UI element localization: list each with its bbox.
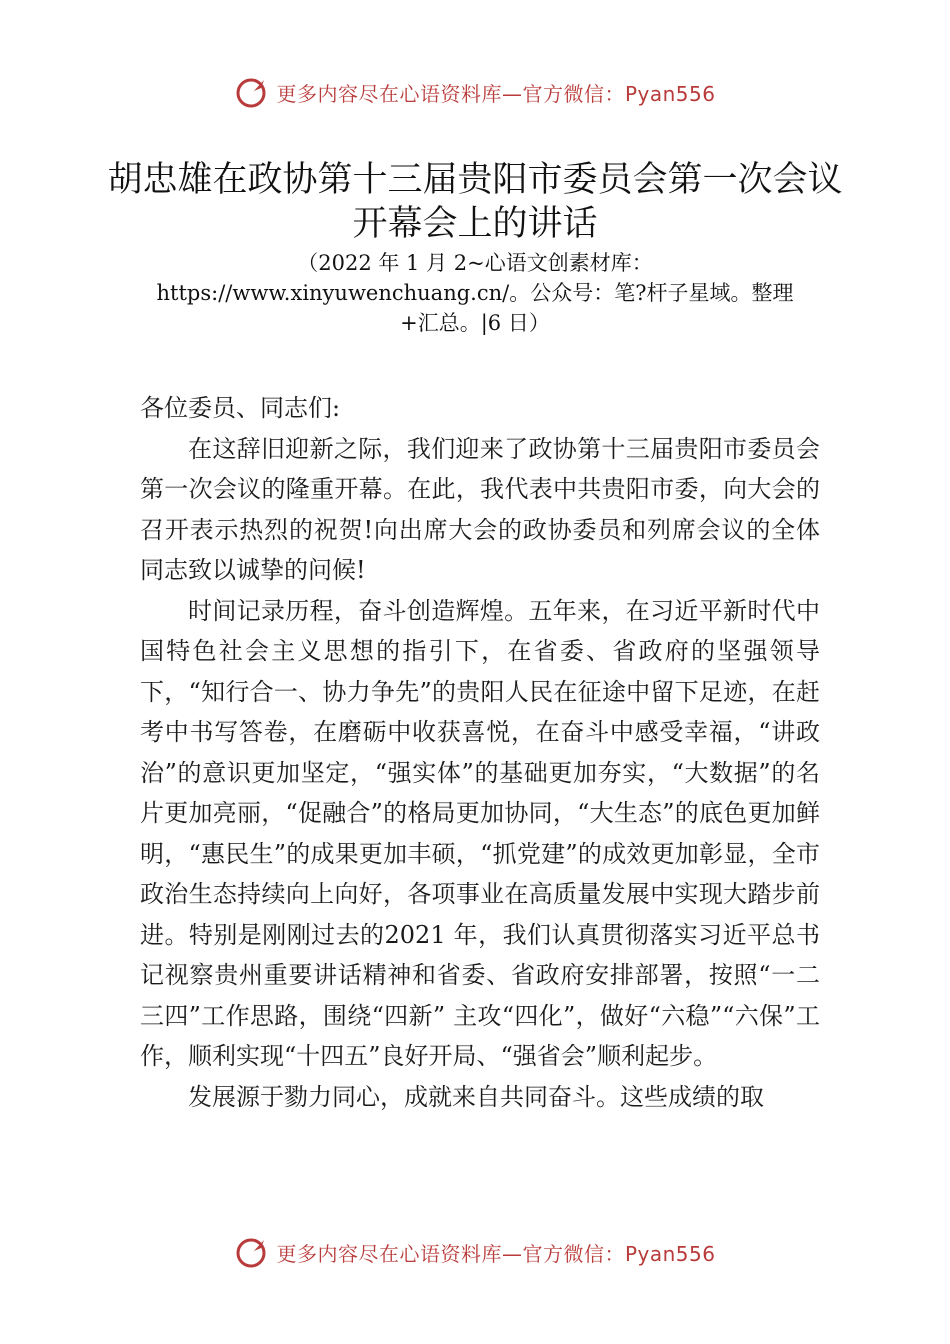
quill-circle-logo-icon bbox=[234, 74, 270, 110]
document-body bbox=[140, 388, 820, 1117]
paragraph-1: 在这辞旧迎新之际，我们迎来了政协第十三届贵阳市委员会第一次会议的隆重开幕。在此，我代表中共贵阳市委，向大会的召开表示热烈的祝贺!向出席大会的政协委员和列席会议的全体同志致以诚挚的问候! bbox=[140, 434, 820, 584]
footer-banner bbox=[0, 1230, 950, 1274]
document-subtitle: （2022 年 1 月 2~心语文创素材库：https://www.xinyuwenchuang.cn/。公众号：笔?杆子星域。整理+汇总。|6 日） bbox=[156, 251, 794, 335]
document-title: 胡忠雄在政协第十三届贵阳市委员会第一次会议开幕会上的讲话 bbox=[107, 160, 843, 244]
paragraph-2: 时间记录历程，奋斗创造辉煌。五年来，在习近平新时代中国特色社会主义思想的指引下，在省委、省政府的坚强领导下，“知行合一、协力争先”的贵阳人民在征途中留下足迹，在赶考中书写答卷，在磨砺中收获喜悦，在奋斗中感受幸福，“讲政治”的意识更加坚定，“强实体”的基础更加夯实，“大数据”的名片更加亮丽，“促融合”的格局更加协同，“大生态”的底色更加鲜明，“惠民生”的成果更加丰硕，“抓党建”的成效更加彰显，全市政治生态持续向上向好，各项事业在高质量发展中实现大踏步前进。特别是刚刚过去的2021 年，我们认真贯彻落实习近平总书记视察贵州重要讲话精神和省委、省政府安排部署，按照“一二三四”工作思路，围绕“四新” 主攻“四化”，做好“六稳”“六保”工作，顺利实现“十四五”良好开局、“强省会”顺利起步。 bbox=[140, 596, 820, 1070]
salutation: 各位委员、同志们: bbox=[140, 394, 341, 422]
paragraph-3: 发展源于勠力同心，成就来自共同奋斗。这些成绩的取 bbox=[188, 1082, 764, 1111]
quill-circle-logo-icon bbox=[234, 1234, 270, 1270]
header-banner bbox=[0, 70, 950, 114]
header-banner-text: 更多内容尽在心语资料库—官方微信：Pyan556 bbox=[276, 81, 716, 106]
footer-banner-text: 更多内容尽在心语资料库—官方微信：Pyan556 bbox=[276, 1241, 716, 1266]
